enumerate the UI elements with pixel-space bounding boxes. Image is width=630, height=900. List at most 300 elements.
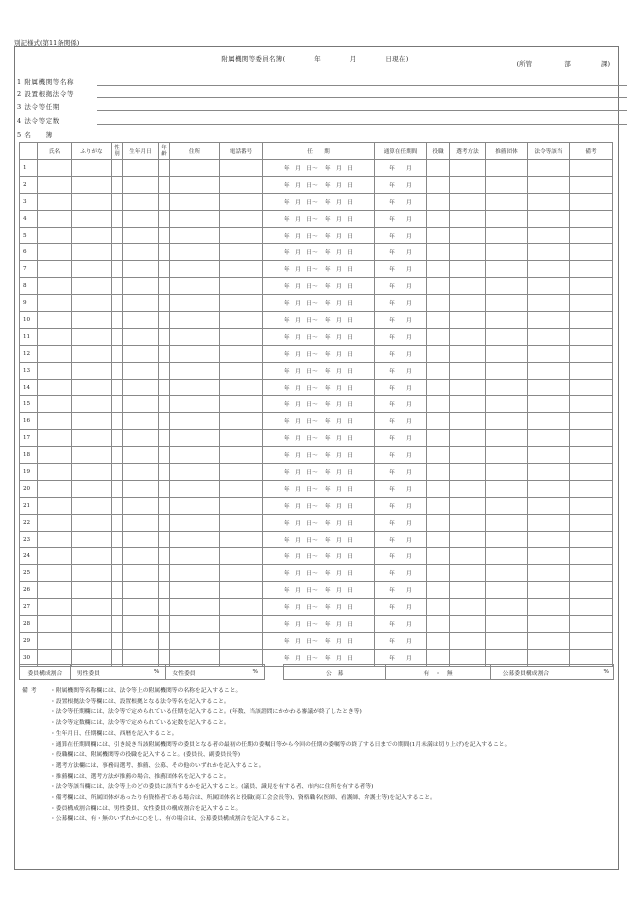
table-cell[interactable]: [159, 632, 170, 649]
table-cell[interactable]: [123, 565, 159, 582]
table-cell[interactable]: [38, 497, 72, 514]
table-cell[interactable]: [570, 312, 613, 329]
table-cell[interactable]: [220, 396, 263, 413]
table-cell[interactable]: [112, 447, 123, 464]
table-cell[interactable]: [170, 328, 220, 345]
table-cell[interactable]: [427, 312, 450, 329]
term-cell[interactable]: 年 月 日～ 年 月 日: [263, 261, 375, 278]
table-cell[interactable]: [72, 616, 112, 633]
table-cell[interactable]: [123, 632, 159, 649]
table-cell[interactable]: [427, 278, 450, 295]
table-cell[interactable]: [427, 295, 450, 312]
table-cell[interactable]: [570, 278, 613, 295]
table-cell[interactable]: [170, 582, 220, 599]
table-cell[interactable]: [112, 244, 123, 261]
table-cell[interactable]: [427, 497, 450, 514]
table-cell[interactable]: [72, 396, 112, 413]
table-cell[interactable]: [112, 362, 123, 379]
term-cell[interactable]: 年 月 日～ 年 月 日: [263, 582, 375, 599]
table-cell[interactable]: [72, 413, 112, 430]
table-cell[interactable]: [528, 514, 570, 531]
table-cell[interactable]: [123, 176, 159, 193]
table-cell[interactable]: [570, 227, 613, 244]
table-cell[interactable]: [38, 278, 72, 295]
table-cell[interactable]: [528, 396, 570, 413]
table-cell[interactable]: [450, 160, 486, 177]
table-cell[interactable]: [220, 497, 263, 514]
term-cell[interactable]: 年 月 日～ 年 月 日: [263, 396, 375, 413]
table-cell[interactable]: [159, 312, 170, 329]
table-cell[interactable]: [427, 193, 450, 210]
tenure-cell[interactable]: 年 月: [375, 464, 427, 481]
table-cell[interactable]: [38, 261, 72, 278]
tenure-cell[interactable]: 年 月: [375, 531, 427, 548]
table-cell[interactable]: [72, 480, 112, 497]
table-cell[interactable]: [112, 312, 123, 329]
term-cell[interactable]: 年 月 日～ 年 月 日: [263, 616, 375, 633]
table-cell[interactable]: [427, 176, 450, 193]
table-cell[interactable]: [450, 531, 486, 548]
table-cell[interactable]: [570, 193, 613, 210]
table-cell[interactable]: [486, 345, 528, 362]
table-cell[interactable]: [528, 616, 570, 633]
table-cell[interactable]: [38, 244, 72, 261]
table-cell[interactable]: [570, 548, 613, 565]
table-cell[interactable]: [72, 565, 112, 582]
table-cell[interactable]: [220, 328, 263, 345]
term-cell[interactable]: 年 月 日～ 年 月 日: [263, 278, 375, 295]
table-cell[interactable]: [112, 261, 123, 278]
table-cell[interactable]: [112, 430, 123, 447]
table-cell[interactable]: [528, 160, 570, 177]
table-cell[interactable]: [220, 379, 263, 396]
table-cell[interactable]: [486, 362, 528, 379]
table-cell[interactable]: [159, 497, 170, 514]
table-cell[interactable]: [450, 295, 486, 312]
table-cell[interactable]: [38, 362, 72, 379]
table-cell[interactable]: [220, 261, 263, 278]
table-cell[interactable]: [450, 210, 486, 227]
table-cell[interactable]: [486, 328, 528, 345]
table-cell[interactable]: [112, 582, 123, 599]
table-cell[interactable]: [38, 447, 72, 464]
table-cell[interactable]: [123, 616, 159, 633]
table-cell[interactable]: [72, 464, 112, 481]
term-cell[interactable]: 年 月 日～ 年 月 日: [263, 447, 375, 464]
table-cell[interactable]: [112, 548, 123, 565]
table-cell[interactable]: [570, 582, 613, 599]
term-cell[interactable]: 年 月 日～ 年 月 日: [263, 599, 375, 616]
table-cell[interactable]: [486, 312, 528, 329]
table-cell[interactable]: [159, 548, 170, 565]
table-cell[interactable]: [486, 227, 528, 244]
table-cell[interactable]: [123, 497, 159, 514]
table-cell[interactable]: [38, 176, 72, 193]
table-cell[interactable]: [112, 464, 123, 481]
table-cell[interactable]: [123, 210, 159, 227]
table-cell[interactable]: [486, 565, 528, 582]
table-cell[interactable]: [450, 430, 486, 447]
table-cell[interactable]: [528, 176, 570, 193]
table-cell[interactable]: [159, 582, 170, 599]
tenure-cell[interactable]: 年 月: [375, 278, 427, 295]
table-cell[interactable]: [486, 193, 528, 210]
table-cell[interactable]: [220, 548, 263, 565]
tenure-cell[interactable]: 年 月: [375, 312, 427, 329]
table-cell[interactable]: [112, 413, 123, 430]
table-cell[interactable]: [486, 632, 528, 649]
table-cell[interactable]: [450, 312, 486, 329]
tenure-cell[interactable]: 年 月: [375, 480, 427, 497]
table-cell[interactable]: [528, 210, 570, 227]
table-cell[interactable]: [170, 632, 220, 649]
table-cell[interactable]: [159, 616, 170, 633]
table-cell[interactable]: [570, 396, 613, 413]
term-cell[interactable]: 年 月 日～ 年 月 日: [263, 497, 375, 514]
table-cell[interactable]: [528, 464, 570, 481]
term-cell[interactable]: 年 月 日～ 年 月 日: [263, 480, 375, 497]
tenure-cell[interactable]: 年 月: [375, 649, 427, 666]
table-cell[interactable]: [220, 616, 263, 633]
table-cell[interactable]: [112, 396, 123, 413]
table-cell[interactable]: [112, 616, 123, 633]
tenure-cell[interactable]: 年 月: [375, 396, 427, 413]
table-cell[interactable]: [486, 447, 528, 464]
table-cell[interactable]: [486, 464, 528, 481]
table-cell[interactable]: [220, 514, 263, 531]
table-cell[interactable]: [170, 261, 220, 278]
table-cell[interactable]: [427, 616, 450, 633]
table-cell[interactable]: [427, 160, 450, 177]
table-cell[interactable]: [72, 497, 112, 514]
table-cell[interactable]: [450, 480, 486, 497]
tenure-cell[interactable]: 年 月: [375, 582, 427, 599]
table-cell[interactable]: [570, 514, 613, 531]
tenure-cell[interactable]: 年 月: [375, 362, 427, 379]
table-cell[interactable]: [38, 616, 72, 633]
table-cell[interactable]: [72, 210, 112, 227]
table-cell[interactable]: [528, 362, 570, 379]
info-row-input-line[interactable]: [97, 84, 627, 86]
table-cell[interactable]: [72, 193, 112, 210]
table-cell[interactable]: [159, 227, 170, 244]
table-cell[interactable]: [486, 295, 528, 312]
table-cell[interactable]: [427, 464, 450, 481]
table-cell[interactable]: [72, 261, 112, 278]
table-cell[interactable]: [72, 176, 112, 193]
table-cell[interactable]: [170, 531, 220, 548]
table-cell[interactable]: [570, 295, 613, 312]
term-cell[interactable]: 年 月 日～ 年 月 日: [263, 295, 375, 312]
table-cell[interactable]: [486, 210, 528, 227]
table-cell[interactable]: [450, 227, 486, 244]
table-cell[interactable]: [570, 362, 613, 379]
table-cell[interactable]: [220, 531, 263, 548]
table-cell[interactable]: [427, 447, 450, 464]
table-cell[interactable]: [170, 413, 220, 430]
table-cell[interactable]: [123, 193, 159, 210]
table-cell[interactable]: [159, 278, 170, 295]
tenure-cell[interactable]: 年 月: [375, 227, 427, 244]
table-cell[interactable]: [159, 328, 170, 345]
table-cell[interactable]: [486, 396, 528, 413]
term-cell[interactable]: 年 月 日～ 年 月 日: [263, 362, 375, 379]
term-cell[interactable]: 年 月 日～ 年 月 日: [263, 244, 375, 261]
table-cell[interactable]: [159, 362, 170, 379]
table-cell[interactable]: [528, 244, 570, 261]
table-cell[interactable]: [427, 396, 450, 413]
table-cell[interactable]: [123, 599, 159, 616]
table-cell[interactable]: [170, 447, 220, 464]
term-cell[interactable]: 年 月 日～ 年 月 日: [263, 649, 375, 666]
table-cell[interactable]: [570, 244, 613, 261]
term-cell[interactable]: 年 月 日～ 年 月 日: [263, 430, 375, 447]
table-cell[interactable]: [159, 464, 170, 481]
table-cell[interactable]: [170, 210, 220, 227]
table-cell[interactable]: [38, 582, 72, 599]
tenure-cell[interactable]: 年 月: [375, 244, 427, 261]
table-cell[interactable]: [72, 447, 112, 464]
table-cell[interactable]: [123, 531, 159, 548]
table-cell[interactable]: [220, 565, 263, 582]
table-cell[interactable]: [112, 193, 123, 210]
table-cell[interactable]: [220, 447, 263, 464]
table-cell[interactable]: [486, 176, 528, 193]
tenure-cell[interactable]: 年 月: [375, 345, 427, 362]
table-cell[interactable]: [528, 565, 570, 582]
table-cell[interactable]: [123, 244, 159, 261]
table-cell[interactable]: [170, 396, 220, 413]
table-cell[interactable]: [72, 632, 112, 649]
info-row-input-line[interactable]: [97, 109, 627, 111]
table-cell[interactable]: [72, 362, 112, 379]
table-cell[interactable]: [72, 599, 112, 616]
table-cell[interactable]: [486, 514, 528, 531]
table-cell[interactable]: [570, 599, 613, 616]
table-cell[interactable]: [123, 413, 159, 430]
table-cell[interactable]: [450, 413, 486, 430]
table-cell[interactable]: [570, 616, 613, 633]
table-cell[interactable]: [570, 328, 613, 345]
table-cell[interactable]: [170, 565, 220, 582]
table-cell[interactable]: [528, 227, 570, 244]
tenure-cell[interactable]: 年 月: [375, 328, 427, 345]
table-cell[interactable]: [38, 531, 72, 548]
table-cell[interactable]: [170, 244, 220, 261]
table-cell[interactable]: [450, 548, 486, 565]
tenure-cell[interactable]: 年 月: [375, 193, 427, 210]
term-cell[interactable]: 年 月 日～ 年 月 日: [263, 632, 375, 649]
table-cell[interactable]: [72, 548, 112, 565]
table-cell[interactable]: [38, 193, 72, 210]
table-cell[interactable]: [220, 480, 263, 497]
table-cell[interactable]: [528, 328, 570, 345]
table-cell[interactable]: [38, 227, 72, 244]
table-cell[interactable]: [170, 227, 220, 244]
table-cell[interactable]: [220, 160, 263, 177]
table-cell[interactable]: [220, 312, 263, 329]
table-cell[interactable]: [170, 599, 220, 616]
table-cell[interactable]: [123, 345, 159, 362]
table-cell[interactable]: [159, 345, 170, 362]
table-cell[interactable]: [170, 464, 220, 481]
table-cell[interactable]: [38, 160, 72, 177]
table-cell[interactable]: [170, 480, 220, 497]
table-cell[interactable]: [427, 599, 450, 616]
term-cell[interactable]: 年 月 日～ 年 月 日: [263, 413, 375, 430]
table-cell[interactable]: [38, 548, 72, 565]
table-cell[interactable]: [72, 379, 112, 396]
table-cell[interactable]: [159, 531, 170, 548]
table-cell[interactable]: [427, 548, 450, 565]
table-cell[interactable]: [528, 447, 570, 464]
table-cell[interactable]: [220, 362, 263, 379]
table-cell[interactable]: [170, 176, 220, 193]
table-cell[interactable]: [159, 396, 170, 413]
table-cell[interactable]: [112, 480, 123, 497]
table-cell[interactable]: [170, 514, 220, 531]
table-cell[interactable]: [72, 345, 112, 362]
table-cell[interactable]: [427, 565, 450, 582]
table-cell[interactable]: [486, 616, 528, 633]
table-cell[interactable]: [112, 295, 123, 312]
table-cell[interactable]: [159, 295, 170, 312]
table-cell[interactable]: [123, 261, 159, 278]
table-cell[interactable]: [450, 176, 486, 193]
table-cell[interactable]: [170, 278, 220, 295]
tenure-cell[interactable]: 年 月: [375, 447, 427, 464]
table-cell[interactable]: [450, 447, 486, 464]
table-cell[interactable]: [38, 565, 72, 582]
table-cell[interactable]: [486, 582, 528, 599]
table-cell[interactable]: [170, 379, 220, 396]
table-cell[interactable]: [450, 328, 486, 345]
table-cell[interactable]: [112, 379, 123, 396]
term-cell[interactable]: 年 月 日～ 年 月 日: [263, 379, 375, 396]
table-cell[interactable]: [220, 193, 263, 210]
table-cell[interactable]: [220, 413, 263, 430]
table-cell[interactable]: [528, 632, 570, 649]
table-cell[interactable]: [112, 599, 123, 616]
table-cell[interactable]: [123, 312, 159, 329]
table-cell[interactable]: [170, 548, 220, 565]
table-cell[interactable]: [427, 261, 450, 278]
table-cell[interactable]: [72, 328, 112, 345]
table-cell[interactable]: [112, 278, 123, 295]
table-cell[interactable]: [38, 480, 72, 497]
table-cell[interactable]: [220, 464, 263, 481]
table-cell[interactable]: [123, 548, 159, 565]
table-cell[interactable]: [72, 531, 112, 548]
table-cell[interactable]: [220, 632, 263, 649]
table-cell[interactable]: [38, 345, 72, 362]
table-cell[interactable]: [427, 413, 450, 430]
table-cell[interactable]: [528, 582, 570, 599]
table-cell[interactable]: [123, 362, 159, 379]
table-cell[interactable]: [570, 632, 613, 649]
table-cell[interactable]: [72, 312, 112, 329]
table-cell[interactable]: [123, 480, 159, 497]
table-cell[interactable]: [159, 176, 170, 193]
table-cell[interactable]: [570, 210, 613, 227]
table-cell[interactable]: [486, 379, 528, 396]
term-cell[interactable]: 年 月 日～ 年 月 日: [263, 210, 375, 227]
table-cell[interactable]: [220, 345, 263, 362]
table-cell[interactable]: [427, 379, 450, 396]
table-cell[interactable]: [38, 295, 72, 312]
table-cell[interactable]: [450, 362, 486, 379]
term-cell[interactable]: 年 月 日～ 年 月 日: [263, 227, 375, 244]
table-cell[interactable]: [112, 514, 123, 531]
table-cell[interactable]: [486, 548, 528, 565]
tenure-cell[interactable]: 年 月: [375, 176, 427, 193]
tenure-cell[interactable]: 年 月: [375, 548, 427, 565]
table-cell[interactable]: [112, 210, 123, 227]
table-cell[interactable]: [112, 497, 123, 514]
table-cell[interactable]: [570, 413, 613, 430]
table-cell[interactable]: [112, 328, 123, 345]
table-cell[interactable]: [570, 379, 613, 396]
tenure-cell[interactable]: 年 月: [375, 497, 427, 514]
table-cell[interactable]: [123, 160, 159, 177]
table-cell[interactable]: [220, 599, 263, 616]
tenure-cell[interactable]: 年 月: [375, 413, 427, 430]
table-cell[interactable]: [112, 160, 123, 177]
tenure-cell[interactable]: 年 月: [375, 379, 427, 396]
table-cell[interactable]: [220, 582, 263, 599]
table-cell[interactable]: [170, 193, 220, 210]
table-cell[interactable]: [528, 497, 570, 514]
table-cell[interactable]: [450, 261, 486, 278]
tenure-cell[interactable]: 年 月: [375, 210, 427, 227]
table-cell[interactable]: [450, 582, 486, 599]
table-cell[interactable]: [427, 227, 450, 244]
table-cell[interactable]: [427, 582, 450, 599]
table-cell[interactable]: [450, 244, 486, 261]
table-cell[interactable]: [72, 160, 112, 177]
table-cell[interactable]: [427, 430, 450, 447]
table-cell[interactable]: [486, 278, 528, 295]
table-cell[interactable]: [112, 345, 123, 362]
tenure-cell[interactable]: 年 月: [375, 599, 427, 616]
table-cell[interactable]: [528, 278, 570, 295]
table-cell[interactable]: [450, 464, 486, 481]
table-cell[interactable]: [112, 176, 123, 193]
table-cell[interactable]: [123, 379, 159, 396]
tenure-cell[interactable]: 年 月: [375, 514, 427, 531]
table-cell[interactable]: [220, 210, 263, 227]
term-cell[interactable]: 年 月 日～ 年 月 日: [263, 565, 375, 582]
table-cell[interactable]: [528, 548, 570, 565]
table-cell[interactable]: [220, 295, 263, 312]
table-cell[interactable]: [450, 565, 486, 582]
table-cell[interactable]: [528, 312, 570, 329]
table-cell[interactable]: [450, 599, 486, 616]
table-cell[interactable]: [159, 193, 170, 210]
table-cell[interactable]: [427, 480, 450, 497]
term-cell[interactable]: 年 月 日～ 年 月 日: [263, 345, 375, 362]
table-cell[interactable]: [38, 328, 72, 345]
table-cell[interactable]: [170, 345, 220, 362]
table-cell[interactable]: [427, 210, 450, 227]
table-cell[interactable]: [123, 582, 159, 599]
table-cell[interactable]: [486, 497, 528, 514]
table-cell[interactable]: [159, 160, 170, 177]
table-cell[interactable]: [450, 514, 486, 531]
table-cell[interactable]: [72, 514, 112, 531]
table-cell[interactable]: [528, 480, 570, 497]
table-cell[interactable]: [112, 565, 123, 582]
